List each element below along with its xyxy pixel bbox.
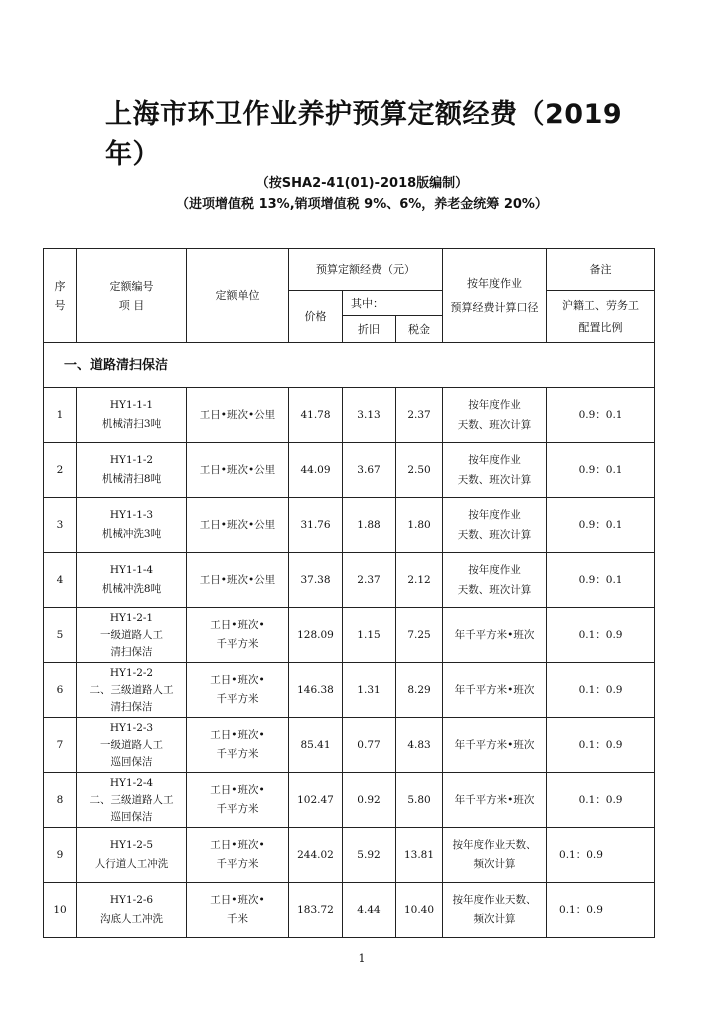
row-tax: 5.80 — [396, 773, 443, 828]
row-depreciation: 5.92 — [343, 828, 396, 883]
table-row — [44, 773, 655, 828]
row-price: 31.76 — [289, 498, 343, 553]
table-row — [44, 718, 655, 773]
row-depreciation: 1.15 — [343, 608, 396, 663]
row-item: HY1-1-2 机械清扫8吨 — [77, 443, 187, 498]
row-unit: 工日•班次• 千平方米 — [187, 773, 289, 828]
row-ratio: 0.9：0.1 — [547, 388, 655, 443]
row-tax: 2.50 — [396, 443, 443, 498]
row-depreciation: 2.37 — [343, 553, 396, 608]
table-row — [44, 883, 655, 938]
row-number: 5 — [44, 608, 77, 663]
row-number: 8 — [44, 773, 77, 828]
row-unit: 工日•班次• 千米 — [187, 883, 289, 938]
table-row — [44, 388, 655, 443]
row-price: 146.38 — [289, 663, 343, 718]
row-item: HY1-1-4 机械冲洗8吨 — [77, 553, 187, 608]
header-tax: 税金 — [396, 316, 443, 343]
row-item: HY1-1-1 机械清扫3吨 — [77, 388, 187, 443]
row-depreciation: 0.92 — [343, 773, 396, 828]
row-calc-basis: 按年度作业 天数、班次计算 — [443, 553, 547, 608]
row-depreciation: 0.77 — [343, 718, 396, 773]
subtitle-edition: （按SHA2-41(01)-2018版编制） — [255, 176, 469, 191]
row-tax: 1.80 — [396, 498, 443, 553]
row-unit: 工日•班次• 千平方米 — [187, 608, 289, 663]
row-depreciation: 1.31 — [343, 663, 396, 718]
row-calc-basis: 按年度作业 天数、班次计算 — [443, 388, 547, 443]
row-price: 183.72 — [289, 883, 343, 938]
row-item: HY1-2-3 一级道路人工 巡回保洁 — [77, 718, 187, 773]
row-tax: 8.29 — [396, 663, 443, 718]
header-depreciation: 折旧 — [343, 316, 396, 343]
row-calc-basis: 年千平方米•班次 — [443, 773, 547, 828]
row-price: 41.78 — [289, 388, 343, 443]
row-unit: 工日•班次• 千平方米 — [187, 718, 289, 773]
header-unit: 定额单位 — [187, 249, 289, 343]
row-calc-basis: 按年度作业天数、 频次计算 — [443, 883, 547, 938]
row-price: 37.38 — [289, 553, 343, 608]
header-budget: 预算定额经费（元） — [289, 249, 443, 291]
table-row — [44, 443, 655, 498]
row-ratio: 0.1：0.9 — [547, 663, 655, 718]
row-price: 244.02 — [289, 828, 343, 883]
row-item: HY1-2-4 二、三级道路人工 巡回保洁 — [77, 773, 187, 828]
header-of-which: 其中： — [343, 291, 443, 316]
page-number: 1 — [358, 952, 366, 965]
row-number: 7 — [44, 718, 77, 773]
row-ratio: 0.9：0.1 — [547, 443, 655, 498]
row-number: 9 — [44, 828, 77, 883]
row-ratio: 0.9：0.1 — [547, 498, 655, 553]
document-title: 上海市环卫作业养护预算定额经费（2019年） — [105, 99, 623, 170]
row-item: HY1-2-1 一级道路人工 清扫保洁 — [77, 608, 187, 663]
header-calc-basis: 按年度作业 预算经费计算口径 — [443, 249, 547, 343]
header-remarks: 备注 — [547, 249, 655, 291]
header-remarks-ratio: 沪籍工、劳务工 配置比例 — [547, 291, 655, 343]
row-ratio: 0.1：0.9 — [547, 883, 655, 938]
row-number: 3 — [44, 498, 77, 553]
row-item: HY1-2-2 二、三级道路人工 清扫保洁 — [77, 663, 187, 718]
row-unit: 工日•班次• 千平方米 — [187, 663, 289, 718]
header-price: 价格 — [289, 291, 343, 343]
row-number: 1 — [44, 388, 77, 443]
row-unit: 工日•班次•公里 — [187, 553, 289, 608]
table-row — [44, 608, 655, 663]
row-item: HY1-1-3 机械冲洗3吨 — [77, 498, 187, 553]
row-price: 44.09 — [289, 443, 343, 498]
row-unit: 工日•班次• 千平方米 — [187, 828, 289, 883]
row-calc-basis: 按年度作业天数、 频次计算 — [443, 828, 547, 883]
row-tax: 10.40 — [396, 883, 443, 938]
row-ratio: 0.1：0.9 — [547, 608, 655, 663]
row-depreciation: 3.67 — [343, 443, 396, 498]
row-unit: 工日•班次•公里 — [187, 388, 289, 443]
row-price: 85.41 — [289, 718, 343, 773]
table-row — [44, 553, 655, 608]
table-row — [44, 498, 655, 553]
row-price: 128.09 — [289, 608, 343, 663]
header-item: 定额编号 项 目 — [77, 249, 187, 343]
row-calc-basis: 年千平方米•班次 — [443, 608, 547, 663]
row-tax: 13.81 — [396, 828, 443, 883]
row-ratio: 0.1：0.9 — [547, 718, 655, 773]
row-ratio: 0.9：0.1 — [547, 553, 655, 608]
row-tax: 2.12 — [396, 553, 443, 608]
row-ratio: 0.1：0.9 — [547, 828, 655, 883]
header-seq: 序号 — [44, 249, 77, 343]
table-row — [44, 828, 655, 883]
row-price: 102.47 — [289, 773, 343, 828]
row-calc-basis: 年千平方米•班次 — [443, 718, 547, 773]
row-number: 10 — [44, 883, 77, 938]
quota-table — [43, 248, 655, 938]
table-row — [44, 663, 655, 718]
row-number: 6 — [44, 663, 77, 718]
row-depreciation: 3.13 — [343, 388, 396, 443]
row-ratio: 0.1：0.9 — [547, 773, 655, 828]
row-tax: 7.25 — [396, 608, 443, 663]
row-unit: 工日•班次•公里 — [187, 498, 289, 553]
row-calc-basis: 按年度作业 天数、班次计算 — [443, 443, 547, 498]
section-road-cleaning: 一、道路清扫保洁 — [44, 343, 655, 388]
subtitle-tax-note: （进项增值税 13%,销项增值税 9%、6%，养老金统筹 20%） — [176, 197, 548, 212]
row-unit: 工日•班次•公里 — [187, 443, 289, 498]
row-number: 4 — [44, 553, 77, 608]
row-item: HY1-2-5 人行道人工冲洗 — [77, 828, 187, 883]
row-tax: 2.37 — [396, 388, 443, 443]
row-tax: 4.83 — [396, 718, 443, 773]
row-calc-basis: 年千平方米•班次 — [443, 663, 547, 718]
row-depreciation: 4.44 — [343, 883, 396, 938]
row-item: HY1-2-6 沟底人工冲洗 — [77, 883, 187, 938]
row-number: 2 — [44, 443, 77, 498]
row-depreciation: 1.88 — [343, 498, 396, 553]
row-calc-basis: 按年度作业 天数、班次计算 — [443, 498, 547, 553]
